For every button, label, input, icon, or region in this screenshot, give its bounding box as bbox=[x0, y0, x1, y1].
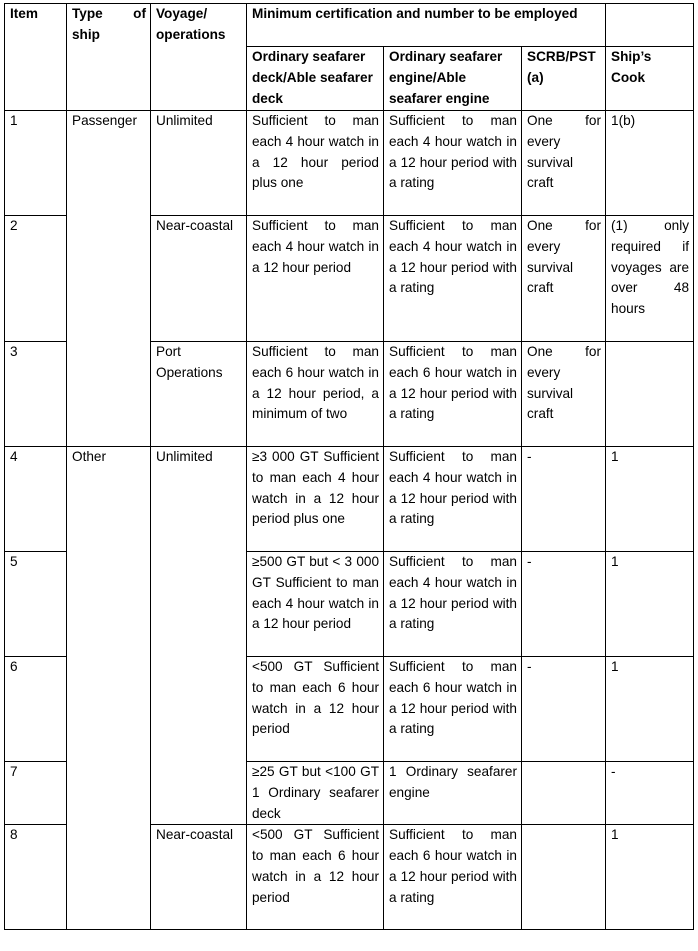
cell-engine: Sufficient to man each 4 hour watch in a 12 hour period with a rating bbox=[384, 110, 522, 215]
header-item: Item bbox=[5, 4, 67, 111]
cell-cook: 1 bbox=[606, 825, 694, 930]
cell-cook: 1 bbox=[606, 656, 694, 761]
header-empty bbox=[606, 4, 694, 47]
cell-scrb: One for every survival craft bbox=[522, 110, 606, 215]
cell-voyage: Unlimited bbox=[151, 446, 247, 825]
cell-voyage: Unlimited bbox=[151, 110, 247, 215]
cell-cook: - bbox=[606, 761, 694, 825]
cell-scrb bbox=[522, 825, 606, 930]
cell-engine: Sufficient to man each 6 hour watch in a 12 hour period with a rating bbox=[384, 825, 522, 930]
cell-type: Other bbox=[67, 446, 151, 930]
manning-table bbox=[4, 3, 694, 930]
header-minimum-certification: Minimum certification and number to be employed bbox=[247, 4, 606, 47]
cell-deck: ≥25 GT but <100 GT 1 Ordinary seafarer deck bbox=[247, 761, 384, 825]
cell-item: 4 bbox=[5, 446, 67, 551]
cell-deck: Sufficient to man each 6 hour watch in a 12 hour period, a minimum of two bbox=[247, 341, 384, 446]
cell-engine: Sufficient to man each 4 hour watch in a 12 hour period with a rating bbox=[384, 446, 522, 551]
cell-voyage: Near-coastal bbox=[151, 825, 247, 930]
cell-type: Passenger bbox=[67, 110, 151, 446]
cell-engine: 1 Ordinary seafarer engine bbox=[384, 761, 522, 825]
cell-engine: Sufficient to man each 4 hour watch in a 12 hour period with a rating bbox=[384, 551, 522, 656]
header-type-of-ship: Type of ship bbox=[67, 4, 151, 111]
cell-scrb bbox=[522, 761, 606, 825]
cell-cook: 1(b) bbox=[606, 110, 694, 215]
cell-engine: Sufficient to man each 6 hour watch in a 12 hour period with a rating bbox=[384, 656, 522, 761]
cell-deck: ≥500 GT but < 3 000 GT Sufficient to man each 4 hour watch in a 12 hour period bbox=[247, 551, 384, 656]
cell-scrb: One for every survival craft bbox=[522, 215, 606, 341]
header-engine: Ordinary seafarer engine/Able seafarer engine bbox=[384, 47, 522, 111]
cell-deck: <500 GT Sufficient to man each 6 hour watch in a 12 hour period bbox=[247, 825, 384, 930]
cell-scrb: - bbox=[522, 656, 606, 761]
cell-item: 5 bbox=[5, 551, 67, 656]
cell-item: 7 bbox=[5, 761, 67, 825]
document bbox=[4, 3, 694, 930]
cell-item: 8 bbox=[5, 825, 67, 930]
table-row bbox=[5, 446, 694, 551]
cell-engine: Sufficient to man each 6 hour watch in a 12 hour period with a rating bbox=[384, 341, 522, 446]
cell-deck: Sufficient to man each 4 hour watch in a 12 hour period plus one bbox=[247, 110, 384, 215]
cell-cook: (1) only required if voyages are over 48 hours bbox=[606, 215, 694, 341]
cell-item: 1 bbox=[5, 110, 67, 215]
cell-engine: Sufficient to man each 4 hour watch in a 12 hour period with a rating bbox=[384, 215, 522, 341]
cell-item: 3 bbox=[5, 341, 67, 446]
cell-cook bbox=[606, 341, 694, 446]
cell-deck: Sufficient to man each 4 hour watch in a 12 hour period bbox=[247, 215, 384, 341]
cell-item: 6 bbox=[5, 656, 67, 761]
cell-scrb: - bbox=[522, 446, 606, 551]
header-voyage: Voyage/ operations bbox=[151, 4, 247, 111]
cell-item: 2 bbox=[5, 215, 67, 341]
cell-scrb: One for every survival craft bbox=[522, 341, 606, 446]
cell-voyage: Port Operations bbox=[151, 341, 247, 446]
cell-deck: <500 GT Sufficient to man each 6 hour watch in a 12 hour period bbox=[247, 656, 384, 761]
header-deck: Ordinary seafarer deck/Able seafarer deck bbox=[247, 47, 384, 111]
cell-voyage: Near-coastal bbox=[151, 215, 247, 341]
header-row bbox=[5, 4, 694, 47]
cell-cook: 1 bbox=[606, 551, 694, 656]
cell-scrb: - bbox=[522, 551, 606, 656]
header-ships-cook: Ship’s Cook bbox=[606, 47, 694, 111]
header-scrb-pst: SCRB/PST (a) bbox=[522, 47, 606, 111]
table-row bbox=[5, 110, 694, 215]
cell-cook: 1 bbox=[606, 446, 694, 551]
cell-deck: ≥3 000 GT Sufficient to man each 4 hour watch in a 12 hour period plus one bbox=[247, 446, 384, 551]
